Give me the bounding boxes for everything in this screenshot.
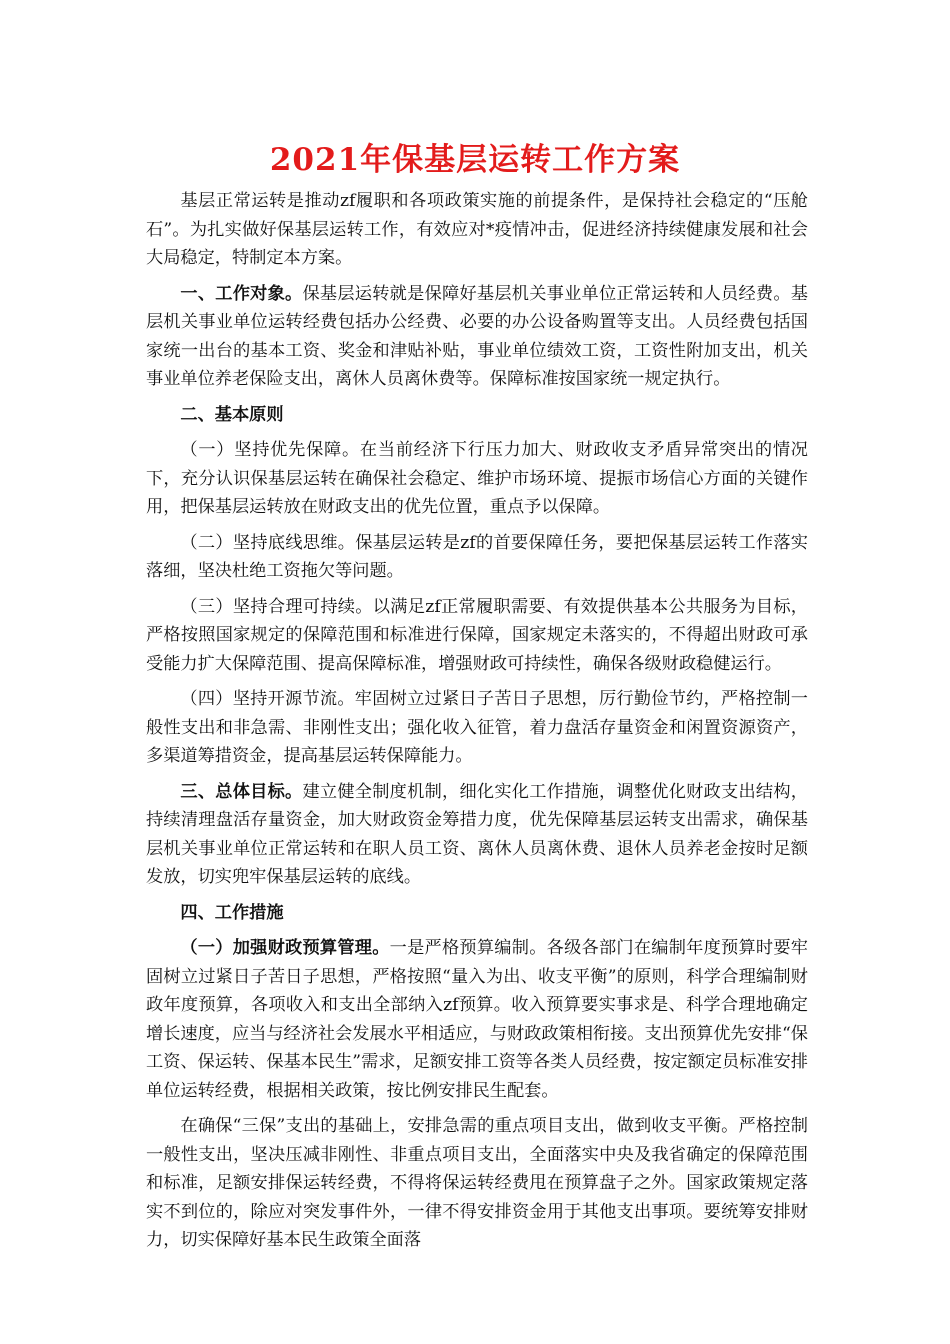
paragraph-text: （四）坚持开源节流。牢固树立过紧日子苦日子思想，厉行勤俭节约，严格控制一般性支出和非急需、非刚性支出；强化收入征管，着力盘活存量资金和闲置资源资产，多渠道筹措资金，提高基层运转保障能力。 [146,689,808,766]
paragraph-text: 建立健全制度机制，细化实化工作措施，调整优化财政支出结构，持续清理盘活存量资金，加大财政资金筹措力度，优先保障基层运转支出需求，确保基层机关事业单位正常运转和在职人员工资、离休人员离休费、退休人员养老金按时足额发放，切实兜牢保基层运转的底线。 [146,781,808,887]
paragraph-heading: 一、工作对象。 [180,283,303,304]
paragraph-text: 保基层运转就是保障好基层机关事业单位正常运转和人员经费。基层机关事业单位运转经费包括办公经费、必要的办公设备购置等支出。人员经费包括国家统一出台的基本工资、奖金和津贴补贴，事业单位绩效工资，工资性附加支出，机关事业单位养老保险支出，离休人员离休费等。保障标准按国家统一规定执行。 [146,283,808,389]
paragraph-text: （一）坚持优先保障。在当前经济下行压力加大、财政收支矛盾异常突出的情况下，充分认识保基层运转在确保社会稳定、维护市场环境、提振市场信心方面的关键作用，把保基层运转放在财政支出的优先位置，重点予以保障。 [146,440,808,517]
paragraph [146,1112,808,1255]
paragraph [146,401,808,430]
paragraph-text: （二）坚持底线思维。保基层运转是zf的首要保障任务，要把保基层运转工作落实落细，坚决杜绝工资拖欠等问题。 [146,532,808,581]
paragraph-heading: 三、总体目标。 [180,781,303,802]
document-title: 2021年保基层运转工作方案 [269,142,681,178]
paragraph [146,685,808,771]
paragraph-heading: （一）加强财政预算管理。 [180,938,390,958]
document-body [146,187,808,1262]
paragraph [146,436,808,522]
paragraph-text: （三）坚持合理可持续。以满足zf正常履职需要、有效提供基本公共服务为目标，严格按照国家规定的保障范围和标准进行保障，国家规定未落实的，不得超出财政可承受能力扩大保障范围、提高保障标准，增强财政可持续性，确保各级财政稳健运行。 [146,596,808,674]
paragraph-text: 基层正常运转是推动zf履职和各项政策实施的前提条件，是保持社会稳定的“压舱石”。为扎实做好保基层运转工作，有效应对*疫情冲击，促进经济持续健康发展和社会大局稳定，特制定本方案。 [146,191,808,268]
paragraph [146,280,808,394]
paragraph [146,934,808,1105]
paragraph-text: 在确保“三保”支出的基础上，安排急需的重点项目支出，做到收支平衡。严格控制一般性支出，坚决压减非刚性、非重点项目支出，全面落实中央及我省确定的保障范围和标准，足额安排保运转经费，不得将保运转经费甩在预算盘子之外。国家政策规定落实不到位的，除应对突发事件外，一律不得安排资金用于其他支出事项。要统筹安排财力，切实保障好基本民生政策全面落 [146,1116,808,1250]
paragraph [146,899,808,928]
paragraph [146,187,808,273]
paragraph [146,778,808,892]
paragraph [146,593,808,679]
paragraph-text: 一是严格预算编制。各级各部门在编制年度预算时要牢固树立过紧日子苦日子思想，严格按照“量入为出、收支平衡”的原则，科学合理编制财政年度预算，各项收入和支出全部纳入zf预算。收入预算要实事求是、科学合理地确定增长速度，应当与经济社会发展水平相适应，与财政政策相衔接。支出预算优先安排“保工资、保运转、保基本民生”需求，足额安排工资等各类人员经费，按定额定员标准安排单位运转经费，根据相关政策，按比例安排民生配套。 [146,938,808,1101]
paragraph-heading: 二、基本原则 [180,404,284,425]
paragraph [146,529,808,586]
paragraph-heading: 四、工作措施 [180,902,284,923]
